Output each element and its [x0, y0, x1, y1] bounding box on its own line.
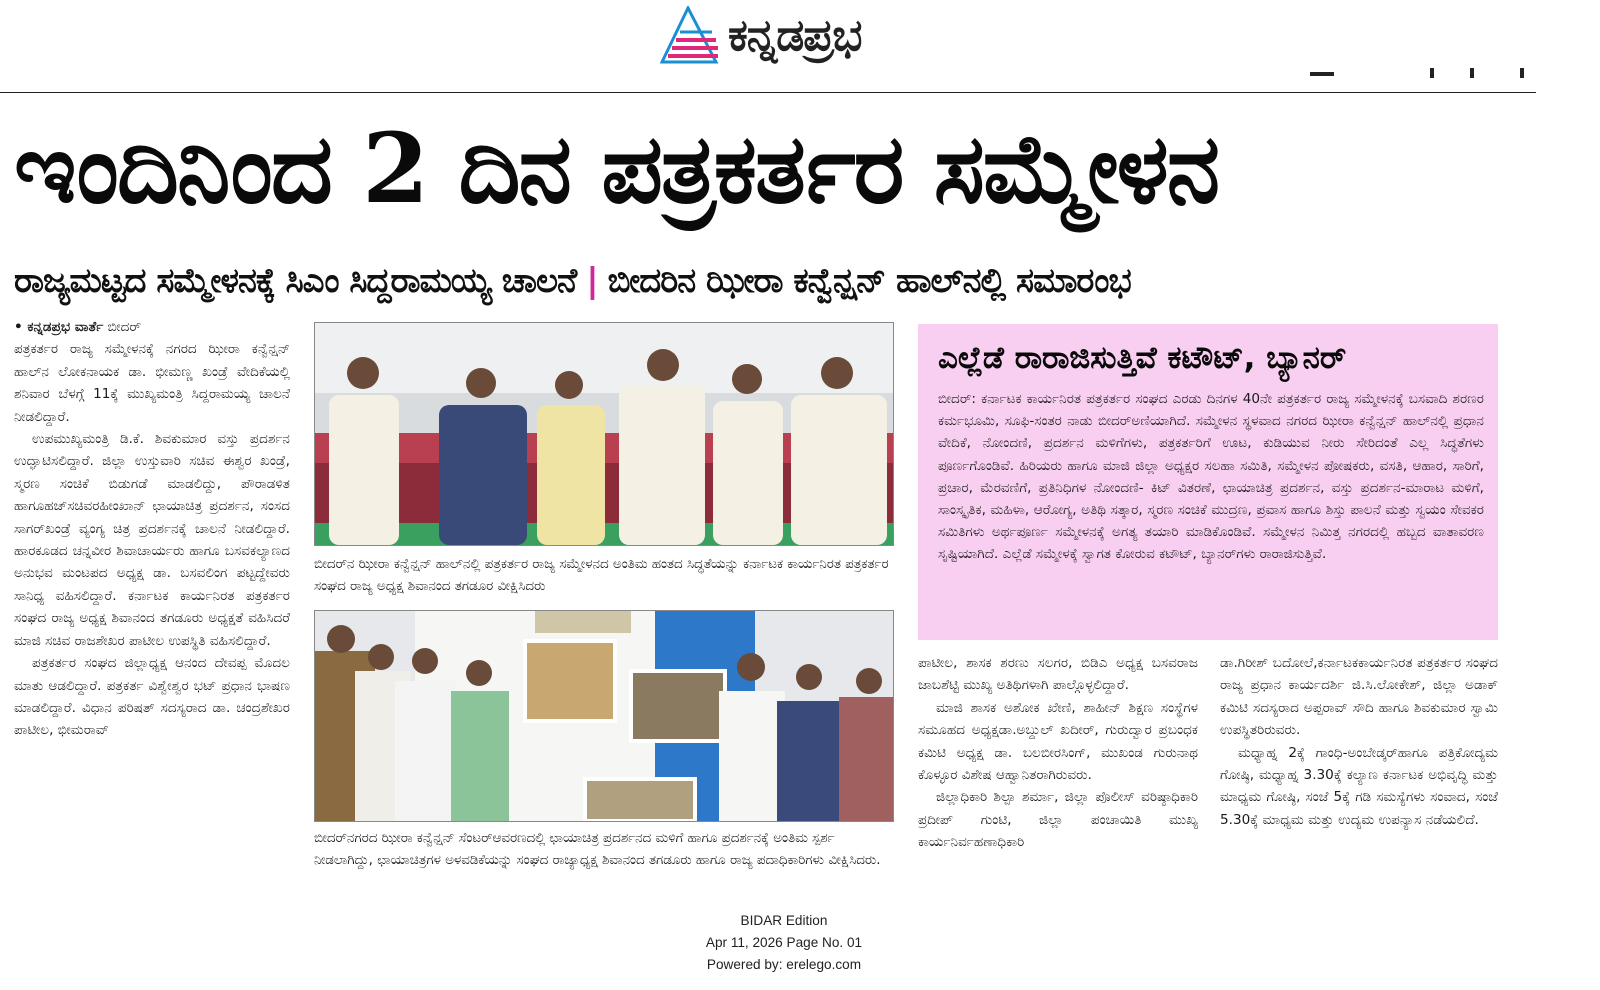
article-column-4: [1220, 652, 1498, 831]
masthead: [0, 0, 1540, 92]
sidebar-title: ಎಲ್ಲೆಡೆ ರಾರಾಜಿಸುತ್ತಿವೆ ಕಟೌಟ್, ಬ್ಯಾನರ್: [938, 340, 1347, 376]
newspaper-logo: [660, 4, 861, 66]
photo-exhibition: [314, 610, 894, 822]
photo-inspection-group: [314, 322, 894, 546]
footer-powered-by[interactable]: Powered by: erelego.com: [706, 957, 862, 972]
photo-people-standing-image: [315, 323, 893, 545]
sidebar-body: ಬೀದರ್: ಕರ್ನಾಟಕ ಕಾರ್ಯನಿರತ ಪತ್ರಕರ್ತರ ಸಂಘದ ಎರಡು ದಿನಗಳ 40ನೇ ಪತ್ರಕರ್ತರ ರಾಜ್ಯ ಸಮ್ಮೇಳನಕ್ಕೆ ಬಸವಾದಿ ಶರಣರ ಕರ್ಮಭೂಮಿ, ಸೂಫಿ-ಸಂತರ ನಾಡು ಬೀದರ್‌ಅಣಿಯಾಗಿದೆ. ಸಮ್ಮೇಳನ ಸ್ಥಳವಾದ ನಗರದ ಝೀರಾ ಕನ್ವೆನ್ಷನ್ ಹಾಲ್‌ನಲ್ಲಿ ಪ್ರಧಾನ ವೇದಿಕೆ, ನೋಂದಣಿ, ಪ್ರದರ್ಶನ ಮಳಿಗೆಗಳು, ಪತ್ರಕರ್ತರಿಗೆ ಊಟ, ಕುಡಿಯುವ ನೀರು ಸೇರಿದಂತೆ ಎಲ್ಲ ಸಿದ್ಧತೆಗಳು ಪೂರ್ಣಗೊಂಡಿವೆ. ಹಿರಿಯರು ಹಾಗೂ ಮಾಜಿ ಜಿಲ್ಲಾ ಅಧ್ಯಕ್ಷರ ಸಲಹಾ ಸಮಿತಿ, ಸಮ್ಮೇಳನ ಪೋಷಕರು, ವಸತಿ, ಆಹಾರ, ಸಾರಿಗೆ, ಪ್ರಚಾರ, ಮೆರವಣಿಗೆ, ಪ್ರತಿನಿಧಿಗಳ ನೋಂದಣಿ- ಕಿಟ್ ವಿತರಣೆ, ಛಾಯಾಚಿತ್ರ ಪ್ರದರ್ಶನ, ವಸ್ತು ಪ್ರದರ್ಶನ-ಮಾರಾಟ ಮಳಿಗೆ, ಸಾಂಸ್ಕೃತಿಕ, ಮಹಿಳಾ, ಆರೋಗ್ಯ, ಅತಿಥಿ ಸತ್ಕಾರ, ಸ್ಮರಣ ಸಂಚಿಕೆ ಮುದ್ರಣ, ಪ್ರವಾಸ ಹಾಗೂ ಶಿಸ್ತು ಪಾಲನೆ ಮತ್ತು ಸ್ವಯಂ ಸೇವಕರ ಸಮಿತಿಗಳು ಅರ್ಥಪೂರ್ಣ ಸಮ್ಮೇಳನಕ್ಕೆ ಅಗತ್ಯ ತಯಾರಿ ಮಾಡಿಕೊಂಡಿವೆ. ಸಮ್ಮೇಳನ ನಿಮಿತ್ತ ನಗರದಲ್ಲಿ ಹಬ್ಬದ ವಾತಾವರಣ ಸೃಷ್ಟಿಯಾಗಿದೆ. ಎಲ್ಲೆಡೆ ಸಮ್ಮೇಳಕ್ಕೆ ಸ್ವಾಗತ ಕೋರುವ ಕಟೌಟ್, ಬ್ಯಾನರ್‌ಗಳು ರಾರಾಜಿಸುತ್ತಿವೆ.: [938, 391, 1484, 563]
subhead-right: ಬೀದರಿನ ಝೀರಾ ಕನ್ವೆನ್ಷನ್ ಹಾಲ್‌ನಲ್ಲಿ ಸಮಾರಂಭ: [607, 261, 1131, 301]
article-paragraph: ಮಾಜಿ ಶಾಸಕ ಅಶೋಕ ಖೇಣಿ, ಶಾಹೀನ್ ಶಿಕ್ಷಣ ಸಂಸ್ಥೆಗಳ ಸಮೂಹದ ಅಧ್ಯಕ್ಷಡಾ.ಅಬ್ದುಲ್ ಖದೀರ್, ಗುರುದ್ವಾರ ಪ್ರಬಂಧಕ ಕಮಿಟಿ ಅಧ್ಯಕ್ಷ ಡಾ. ಬಲಬೀರಸಿಂಗ್, ಮುಖಂಡ ಗುರುನಾಥ ಕೊಳ್ಳೂರ ವಿಶೇಷ ಆಹ್ವಾನಿತರಾಗಿರುವರು.: [918, 699, 1198, 784]
article-paragraph: ಪತ್ರಕರ್ತರ ರಾಜ್ಯ ಸಮ್ಮೇಳನಕ್ಕೆ ನಗರದ ಝೀರಾ ಕನ್ವೆನ್ಷನ್ ಹಾಲ್‌ನ ಲೋಕನಾಯಕ ಡಾ. ಭೀಮಣ್ಣ ಖಂಡ್ರೆ ವೇದಿಕೆಯಲ್ಲಿ ಶನಿವಾರ ಬೆಳಗ್ಗೆ 11ಕ್ಕೆ ಮುಖ್ಯಮಂತ್ರಿ ಸಿದ್ದರಾಮಯ್ಯ ಚಾಲನೆ ನೀಡಲಿದ್ದಾರೆ.: [14, 341, 290, 425]
article-paragraph: ಜಿಲ್ಲಾಧಿಕಾರಿ ಶಿಲ್ಪಾ ಶರ್ಮಾ, ಜಿಲ್ಲಾ ಪೊಲೀಸ್ ವರಿಷ್ಠಾಧಿಕಾರಿ ಪ್ರದೀಪ್ ಗುಂಟಿ, ಜಿಲ್ಲಾ ಪಂಚಾಯಿತಿ ಮುಖ್ಯ ಕಾರ್ಯನಿರ್ವಹಣಾಧಿಕಾರಿ: [918, 789, 1198, 851]
sidebar-box: [918, 324, 1498, 640]
logo-triangle-icon: [660, 6, 720, 64]
masthead-rule: [0, 92, 1536, 93]
sub-headline: [14, 256, 1540, 306]
article-column-1: [14, 316, 290, 742]
photo-exhibition-image: [315, 611, 893, 821]
footer-date-page: Apr 11, 2026 Page No. 01: [705, 935, 863, 950]
page-footer: [640, 910, 928, 976]
byline-city: ಬೀದರ್: [103, 319, 141, 335]
photo-caption-1: ಬೀದರ್‌ನ ಝೀರಾ ಕನ್ವೆನ್ಷನ್ ಹಾಲ್‌ನಲ್ಲಿ ಪತ್ರಕರ್ತರ ರಾಜ್ಯ ಸಮ್ಮೇಳನದ ಅಂತಿಮ ಹಂತದ ಸಿದ್ಧತೆಯನ್ನು ಕರ್ನಾಟಕ ಕಾರ್ಯನಿರತ ಪತ್ರಕರ್ತರ ಸಂಘದ ರಾಜ್ಯ ಅಧ್ಯಕ್ಷ ಶಿವಾನಂದ ತಗಡೂರ ವೀಕ್ಷಿಸಿದರು: [314, 557, 889, 594]
article-paragraph: ಡಾ.ಗಿರೀಶ್ ಬದೋಲೆ,ಕರ್ನಾಟಕಕಾರ್ಯನಿರತ ಪತ್ರಕರ್ತರ ಸಂಘದ ರಾಜ್ಯ ಪ್ರಧಾನ ಕಾರ್ಯದರ್ಶಿ ಜಿ.ಸಿ.ಲೋಕೇಶ್, ಜಿಲ್ಲಾ ಅಡಾಕ್ ಕಮಿಟಿ ಸದಸ್ಯರಾದ ಅಪ್ಪರಾವ್ ಸೌದಿ ಹಾಗೂ ಶಿವಕುಮಾರ ಸ್ವಾಮಿ ಉಪಸ್ಥಿತರಿರುವರು.: [1220, 655, 1498, 739]
article-paragraph: ಉಪಮುಖ್ಯಮಂತ್ರಿ ಡಿ.ಕೆ. ಶಿವಕುಮಾರ ವಸ್ತು ಪ್ರದರ್ಶನ ಉದ್ಘಾಟಿಸಲಿದ್ದಾರೆ. ಜಿಲ್ಲಾ ಉಸ್ತುವಾರಿ ಸಚಿವ ಈಶ್ವರ ಖಂಡ್ರೆ, ಸ್ಮರಣ ಸಂಚಿಕೆ ಬಿಡುಗಡೆ ಮಾಡಲಿದ್ದು, ಪೌರಾಡಳಿತ ಹಾಗೂಹಜ್‌ಸಚಿವರಹೀಂಖಾನ್ ಛಾಯಾಚಿತ್ರ ಪ್ರದರ್ಶನ, ಸಂಸದ ಸಾಗರ್‌ಖಂಡ್ರೆ ವ್ಯಂಗ್ಯ ಚಿತ್ರ ಪ್ರದರ್ಶನಕ್ಕೆ ಚಾಲನೆ ನೀಡಲಿದ್ದಾರೆ. ಹಾರಕೂಡದ ಚನ್ನವೀರ ಶಿವಾಚಾರ್ಯರು ಹಾಗೂ ಬಸವಕಲ್ಯಾಣದ ಅನುಭವ ಮಂಟಪದ ಅಧ್ಯಕ್ಷ ಡಾ. ಬಸವಲಿಂಗ ಪಟ್ಟದ್ದೇವರು ಸಾನಿಧ್ಯ ವಹಿಸಲಿದ್ದಾರೆ. ಕರ್ನಾಟಕ ಕಾರ್ಯನಿರತ ಪತ್ರಕರ್ತರ ಸಂಘದ ರಾಜ್ಯ ಅಧ್ಯಕ್ಷ ಶಿವಾನಂದ ತಗಡೂರು ಅಧ್ಯಕ್ಷತೆ ವಹಿಸಿದರೆ ಮಾಜಿ ಸಚಿವ ರಾಜಶೇಖರ ಪಾಟೀಲ ಉಪಸ್ಥಿತಿ ವಹಿಸಲಿದ್ದಾರೆ.: [14, 431, 290, 649]
logo-wordmark: ಕನ್ನಡಪ್ರಭ: [728, 9, 862, 61]
masthead-decoration: [1310, 68, 1530, 80]
byline-source: • ಕನ್ನಡಪ್ರಭ ವಾರ್ತೆ: [14, 319, 104, 335]
subhead-left: ರಾಜ್ಯಮಟ್ಟದ ಸಮ್ಮೇಳನಕ್ಕೆ ಸಿಎಂ ಸಿದ್ದರಾಮಯ್ಯ ಚಾಲನೆ: [14, 261, 577, 301]
article-paragraph: ಪತ್ರಕರ್ತರ ಸಂಘದ ಜಿಲ್ಲಾಧ್ಯಕ್ಷ ಆನಂದ ದೇವಪ್ಪ ಮೊದಲ ಮಾತು ಆಡಲಿದ್ದಾರೆ. ಪತ್ರಕರ್ತ ವಿಶ್ವೇಶ್ವರ ಭಟ್ ಪ್ರಧಾನ ಭಾಷಣ ಮಾಡಲಿದ್ದಾರೆ. ವಿಧಾನ ಪರಿಷತ್ ಸದಸ್ಯರಾದ ಡಾ. ಚಂದ್ರಶೇಖರ ಪಾಟೀಲ, ಭೀಮರಾವ್: [14, 655, 290, 739]
article-paragraph: ಪಾಟೀಲ, ಶಾಸಕ ಶರಣು ಸಲಗರ, ಬಿಡಿಎ ಅಧ್ಯಕ್ಷ ಬಸವರಾಜ ಜಾಬಶೆಟ್ಟಿ ಮುಖ್ಯ ಅತಿಥಿಗಳಾಗಿ ಪಾಲ್ಗೊಳ್ಳಲಿದ್ದಾರೆ.: [918, 655, 1198, 694]
subhead-separator: |: [586, 261, 598, 301]
footer-edition: BIDAR Edition: [740, 913, 828, 928]
main-headline: ಇಂದಿನಿಂದ 2 ದಿನ ಪತ್ರಕರ್ತರ ಸಮ್ಮೇಳನ: [14, 112, 1219, 225]
photo-caption-2: ಬೀದರ್‌ನಗರದ ಝೀರಾ ಕನ್ವೆನ್ಷನ್ ಸೆಂಟರ್‌ಆವರಣದಲ್ಲಿ ಛಾಯಾಚಿತ್ರ ಪ್ರದರ್ಶನದ ಮಳಿಗೆ ಹಾಗೂ ಪ್ರದರ್ಶನಕ್ಕೆ ಅಂತಿಮ ಸ್ಪರ್ಶ ನೀಡಲಾಗಿದ್ದು, ಛಾಯಾಚಿತ್ರಗಳ ಅಳವಡಿಕೆಯನ್ನು ಸಂಘದ ರಾಜ್ಯಾಧ್ಯಕ್ಷ ಶಿವಾನಂದ ತಗಡೂರು ಹಾಗೂ ರಾಜ್ಯ ಪದಾಧಿಕಾರಿಗಳು ವೀಕ್ಷಿಸಿದರು.: [314, 831, 881, 868]
article-paragraph: ಮಧ್ಯಾಹ್ನ 2ಕ್ಕೆ ಗಾಂಧಿ-ಅಂಬೇಡ್ಕರ್‌ಹಾಗೂ ಪತ್ರಿಕೋದ್ಯಮ ಗೋಷ್ಠಿ, ಮಧ್ಯಾಹ್ನ 3.30ಕ್ಕೆ ಕಲ್ಯಾಣ ಕರ್ನಾಟಕ ಅಭಿವೃದ್ಧಿ ಮತ್ತು ಮಾಧ್ಯಮ ಗೋಷ್ಠಿ, ಸಂಜೆ 5ಕ್ಕೆ ಗಡಿ ಸಮಸ್ಯೆಗಳು ಸಂವಾದ, ಸಂಜೆ 5.30ಕ್ಕೆ ಮಾಧ್ಯಮ ಮತ್ತು ಉದ್ಯಮ ಉಪನ್ಯಾಸ ನಡೆಯಲಿದೆ.: [1220, 744, 1498, 828]
byline: [14, 316, 290, 338]
article-column-3: [918, 652, 1198, 854]
